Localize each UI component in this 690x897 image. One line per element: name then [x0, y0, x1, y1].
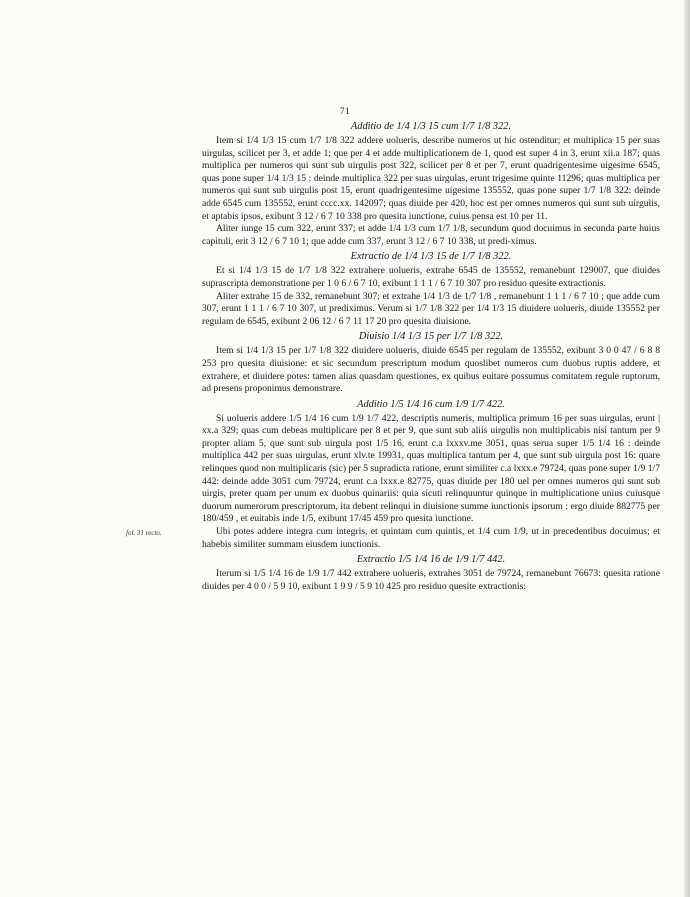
section-heading-extractio: Extractio de 1/4 1/3 15 de 1/7 1/8 322. — [350, 251, 512, 263]
paragraph: Item si 1/4 1/3 15 per 1/7 1/8 322 diuidere uolueris, diuide 6545 per regulam de 135552, exibunt 3 0 0 47 / 6 8 8 253 pro quesita diuisione: et sic secundum prescriptum modum quoslibet numeros cum duobus ruptis addere, et extrahere, et diuidere potes: tamen alias quasdam questiones, ex quibus euitare possumus comitatem regule ruptorum, ad presens proponimus demonstrare. — [202, 345, 660, 395]
section-heading-additio-2: Additio 1/5 1/4 16 cum 1/9 1/7 422. — [357, 398, 505, 410]
paragraph: Iterum si 1/5 1/4 16 de 1/9 1/7 442 extrahere uolueris, extrahes 3051 de 79724, remanebunt 76673: quesita ratione diuides per 4 0 0 / 5 9 10, exibunt 1 9 9 / 5 9 10 425 pro residuo quesite extractionis: — [202, 568, 660, 592]
page-number: 71 — [340, 106, 350, 116]
page-edge — [684, 0, 690, 897]
paragraph: Aliter extrahe 15 de 332, remanebunt 307; et extrahe 1/4 1/3 de 1/7 1/8 , remanebunt 1 1 1 / 6 7 10 ; que adde cum 307, erunt 1 1 1 / 6 7 10 307, ut prediximus. Verum si 1/7 1/8 322 per 1/4 1/3 15 diuidere uolueris, diuide 135552 per regulam de 6545, exibunt 2 06 12 / 6 7 11 17 20 pro quesita diuisione. — [202, 290, 660, 327]
section-heading-additio: Additio de 1/4 1/3 15 cum 1/7 1/8 322. — [350, 121, 512, 132]
section-heading-extractio-2: Extractio 1/5 1/4 16 de 1/9 1/7 442. — [356, 554, 506, 566]
margin-note-folio: fol. 31 recto. — [126, 529, 162, 537]
paragraph: Si uolueris addere 1/5 1/4 16 cum 1/9 1/7 422, descriptis numeris, multiplica primum 16 per suas uirgulas, erunt | xx.a 329; quas cum debeas multiplicare per 8 et per 9, que sunt sub aliis uirgulis non multiplicabis nisi tantum per 9 propter aliam 5, que sunt sub uirgula post 1/5 16, erunt c.a lxxxv.me 3051, quas serua super 1/5 1/4 16 : deinde multiplica 442 per suas uirgulas, erunt xlv.te 19931, quas multiplica tantum per 4, que sunt sub uirgula post 16: quare relinques quod non multiplicaris (sic) per 5 supradicta ratione, erunt similiter c.a lxxx.e 79724, quas pone super 1/9 1/7 442: deinde adde 3051 cum 79724, erunt c.a lxxx.e 82775, quas diuide per 180 uel per omnes numeros qui sunt sub uirgis, preter quam per unum ex duobus quinariis: quia sicuti relinquuntur quinque in multiplicatione unius cuiusque duorum numerorum prescriptorum, ita debent relinqui in diuisione summe iunctionis ipsorum : ergo diuide 882775 per 180/459 , et euitabis inde 1/5, exibunt 17/45 459 pro quesita iunctione. — [202, 412, 660, 525]
section-heading-diuisio: Diuisio 1/4 1/3 15 per 1/7 1/8 322. — [358, 331, 504, 343]
paragraph: Item si 1/4 1/3 15 cum 1/7 1/8 322 addere uolueris, describe numeros ut hic ostenditur; et multiplica 15 per suas uirgulas, scilicet per 3, et adde 1; que per 4 et adde multiplicationem de 1, quod est super 4 in 3, erunt xii.a 187; quas multiplica per numeros qui sunt sub uirgulis post 322, scilicet per 8 et per 7, erunt quadrigentesime uigesime 6545, quas pone super 1/4 1/3 15 : deinde multiplica 322 per suas uirgulas, erunt trigesime quinte 11296; quas multiplica per numeros qui sunt sub uirgulis post 15, erunt quadrigentesime uigesime 135552, quas pone super 1/7 1/8 322: deinde adde 6545 cum 135552, erunt cccc.xx. 142097; quas diuide per 420, hoc est per omnes numeros qui sunt sub uirgulis, et aptabis ipsos, exibunt 3 12 / 6 7 10 338 pro quesita iunctione, cuius pensa est 10 per 11. — [202, 135, 660, 222]
paragraph: Et si 1/4 1/3 15 de 1/7 1/8 322 extrahere uolueris, extrahe 6545 de 135552, remanebunt 129007, que diuides suprascripta demonstratione per 1 0 6 / 6 7 10, exibunt 1 1 1 / 6 7 10 307 pro residuo quesite extractionis. — [202, 265, 660, 289]
paragraph: Aliter iunge 15 cum 322, erunt 337; et adde 1/4 1/3 cum 1/7 1/8, secundum quod docuimus in secunda parte huius capituli, erit 3 12 / 6 7 10 1; que adde cum 337, erunt 3 12 / 6 7 10 338, ut predi-ximus. — [202, 223, 660, 247]
paragraph: Ubi potes addere integra cum integris, et quintam cum quintis, et 1/4 cum 1/9, ut in precedentibus docuimus; et habebis similiter summam eiusdem iunctionis. — [202, 526, 660, 550]
main-text — [202, 118, 660, 593]
